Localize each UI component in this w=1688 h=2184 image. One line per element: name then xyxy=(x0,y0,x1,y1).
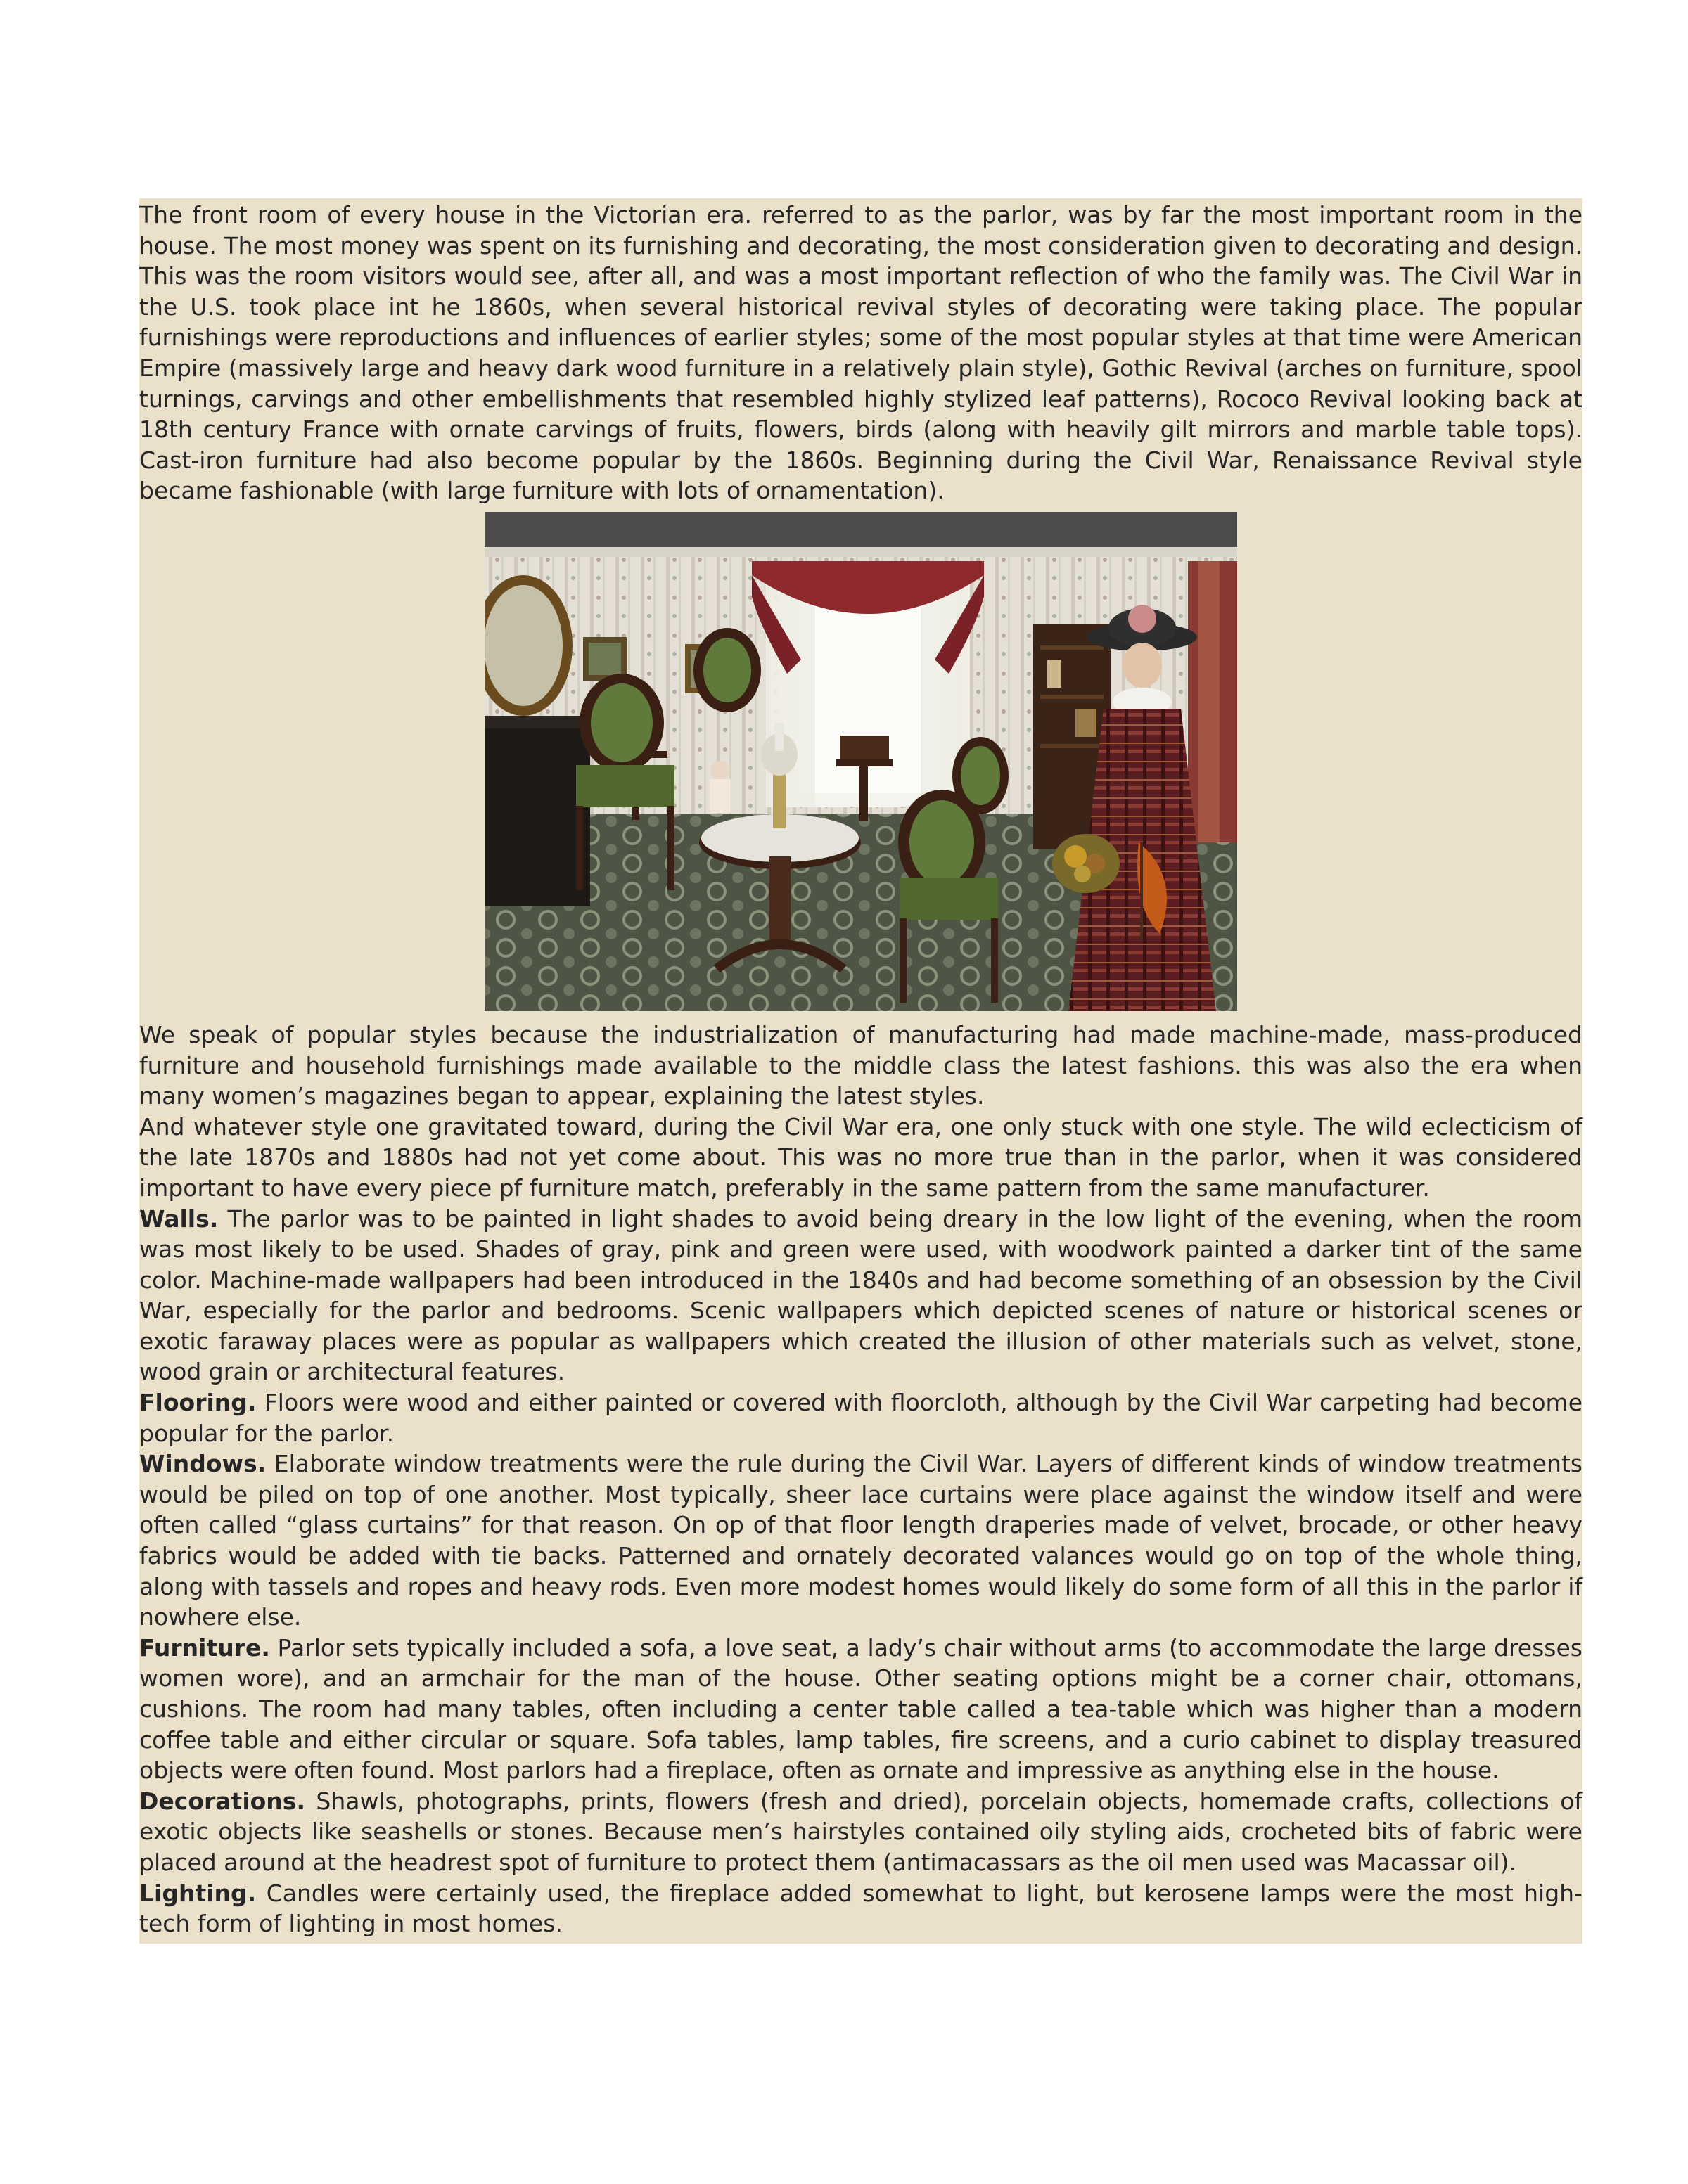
section-heading: Flooring. xyxy=(139,1389,257,1417)
decorations-section xyxy=(139,1786,1582,1878)
section-heading: Walls. xyxy=(139,1205,219,1233)
photo-container xyxy=(139,512,1582,1011)
section-text: Floors were wood and either painted or covered with floorcloth, although by the Civil War carpeting had become popular for the parlor. xyxy=(139,1389,1582,1447)
lighting-section xyxy=(139,1878,1582,1939)
flooring-section xyxy=(139,1387,1582,1448)
furniture-section xyxy=(139,1633,1582,1786)
section-heading: Decorations. xyxy=(139,1787,305,1815)
section-text: Candles were certainly used, the fireplace added somewhat to light, but kerosene lamps were the most high-tech form of lighting in most homes. xyxy=(139,1879,1582,1938)
section-heading: Furniture. xyxy=(139,1633,270,1662)
section-text: Elaborate window treatments were the rule during the Civil War. Layers of different kinds of window treatments would be piled on top of one another. Most typically, sheer lace curtains were place against the window itself and were often called “glass curtains” for that reason. On op of that floor length draperies made of velvet, brocade, or other heavy fabrics would be added with tie backs. Patterned and ornately decorated valances would go on top of the whole thing, along with tassels and ropes and heavy rods. Even more modest homes would likely do some form of all this in the parlor if nowhere else. xyxy=(139,1450,1582,1631)
section-heading: Windows. xyxy=(139,1450,267,1478)
intro-paragraph: The front room of every house in the Victorian era. referred to as the parlor, was by far the most important room in the house. The most money was spent on its furnishing and decorating, the most consideration given to decorating and design. This was the room visitors would see, after all, and was a most important reflection of who the family was. The Civil War in the U.S. took place int he 1860s, when several historical revival styles of decorating were taking place. The popular furnishings were reproductions and influences of earlier styles; some of the most popular styles at that time were American Empire (massively large and heavy dark wood furniture in a relatively plain style), Gothic Revival (arches on furniture, spool turnings, carvings and other embellishments that resembled highly stylized leaf patterns), Rococo Revival looking back at 18th century France with ornate carvings of fruits, flowers, birds (along with heavily gilt mirrors and marble table tops). Cast-iron furniture had also become popular by the 1860s. Beginning during the Civil War, Renaissance Revival style became fashionable (with large furniture with lots of ornamentation). xyxy=(139,201,1582,505)
section-heading: Lighting. xyxy=(139,1879,257,1907)
section-text: The parlor was to be painted in light shades to avoid being dreary in the low light of the evening, when the room was most likely to be used. Shades of gray, pink and green were used, with woodwork painted a darker tint of the same color. Machine-made wallpapers had been introduced in the 1840s and had become something of an obsession by the Civil War, especially for the parlor and bedrooms. Scenic wallpapers which depicted scenes of nature or historical scenes or exotic faraway places were as popular as wallpapers which created the illusion of other materials such as velvet, stone, wood grain or architectural features. xyxy=(139,1205,1582,1386)
victorian-parlor-photo xyxy=(485,512,1237,1011)
popular-styles-paragraph: We speak of popular styles because the industrialization of manufacturing had made machine-made, mass-produced furniture and household furnishings made available to the middle class the latest fashions. this was also the era when many women’s magazines began to appear, explaining the latest styles. xyxy=(139,1020,1582,1110)
windows-section xyxy=(139,1448,1582,1633)
one-style-paragraph: And whatever style one gravitated toward, during the Civil War era, one only stuck with one style. The wild eclecticism of the late 1870s and 1880s had not yet come about. This was no more true than in the parlor, when it was considered important to have every piece pf furniture match, preferably in the same pattern from the same manufacturer. xyxy=(139,1112,1582,1202)
walls-section xyxy=(139,1204,1582,1388)
section-text: Parlor sets typically included a sofa, a love seat, a lady’s chair without arms (to accommodate the large dresses women wore), and an armchair for the man of the house. Other seating options might be a corner chair, ottomans, cushions. The room had many tables, often including a center table called a tea-table which was higher than a modern coffee table and either circular or square. Sofa tables, lamp tables, fire screens, and a curio cabinet to display treasured objects were often found. Most parlors had a fireplace, often as ornate and impressive as anything else in the house. xyxy=(139,1633,1582,1785)
article-body xyxy=(139,198,1582,1944)
section-text: Shawls, photographs, prints, flowers (fresh and dried), porcelain objects, homemade crafts, collections of exotic objects like seashells or stones. Because men’s hairstyles contained oily styling aids, crocheted bits of fabric were placed around at the headrest spot of furniture to protect them (antimacassars as the oil men used was Macassar oil). xyxy=(139,1787,1582,1876)
